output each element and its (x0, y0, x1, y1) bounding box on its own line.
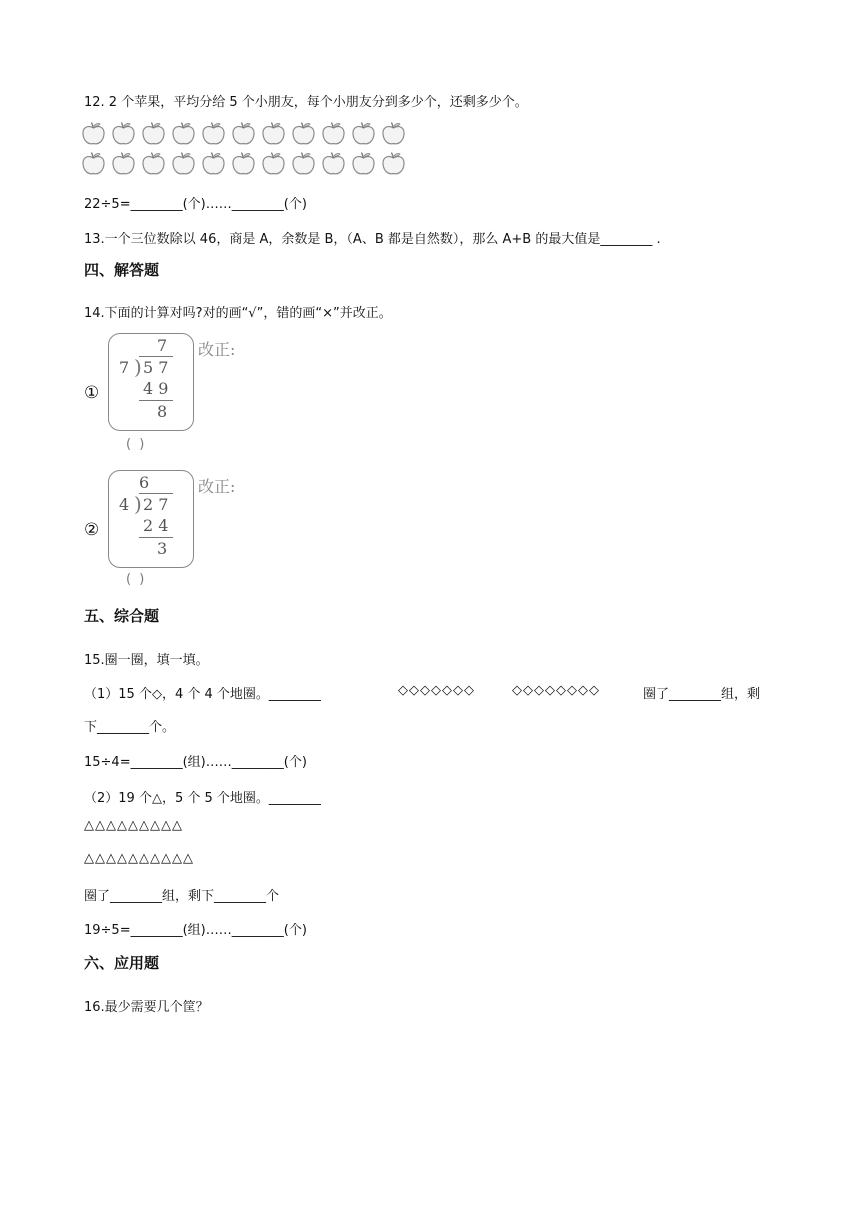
quotient-1: 7 (157, 336, 168, 355)
apple-icon (380, 151, 407, 177)
apple-icon (110, 121, 137, 147)
divisor-2: 4 (119, 495, 130, 514)
quotient-2: 6 (139, 473, 150, 492)
apple-icon (140, 121, 167, 147)
remainder-1: 8 (157, 402, 168, 421)
subtract-line-1 (139, 400, 173, 401)
q15-part1-tail: 圈了________组，剩 (643, 687, 761, 702)
subtract-line-2 (139, 537, 173, 538)
divisor-1: 7 (119, 358, 130, 377)
apple-icon (350, 151, 377, 177)
dividend-1: 5 7 (143, 358, 169, 377)
apple-icon (140, 151, 167, 177)
division-box-2 (108, 470, 194, 568)
apple-icon (170, 121, 197, 147)
section-heading-4: 四、解答题 (84, 261, 160, 279)
apple-icon (290, 121, 317, 147)
remainder-2: 3 (157, 539, 168, 558)
apple-row-2 (80, 151, 407, 177)
apple-icon (80, 121, 107, 147)
triangle-row-a: △△△△△△△△△ (84, 818, 183, 833)
apple-icon (200, 151, 227, 177)
apple-icon (230, 121, 257, 147)
item-2-label: ② (84, 520, 100, 540)
correction-label-1: 改正: (198, 340, 236, 359)
apple-icon (260, 121, 287, 147)
q15-part2-equation: 19÷5=________(组)……________(个) (84, 923, 307, 938)
q14-text: 14.下面的计算对吗?对的画“√”，错的画“×”并改正。 (84, 306, 392, 321)
q15-part1-equation: 15÷4=________(组)……________(个) (84, 755, 307, 770)
section-heading-5: 五、综合题 (84, 607, 160, 625)
apple-icon (320, 121, 347, 147)
division-bracket-2: ) (134, 492, 142, 516)
q15-text: 15.圈一圈，填一填。 (84, 653, 209, 668)
answer-paren-2: ( ) (126, 572, 147, 587)
apple-icon (380, 121, 407, 147)
q15-part1-line: （1）15 个◇，4 个 4 个地圈。________ (84, 687, 321, 702)
q15-part2-result: 圈了________组，剩下________个 (84, 889, 280, 904)
product-2: 2 4 (143, 516, 169, 535)
division-bar-2 (139, 493, 173, 494)
division-bar-1 (139, 356, 173, 357)
q13-text: 13.一个三位数除以 46，商是 A，余数是 B，（A、B 都是自然数），那么 A+B 的最大值是________ . (84, 232, 661, 247)
q12-text: 12. 2 个苹果，平均分给 5 个小朋友，每个小朋友分到多少个，还剩多少个。 (84, 95, 528, 110)
apple-icon (80, 151, 107, 177)
diamond-group-b: ◇◇◇◇◇◇◇◇ (512, 683, 600, 698)
diamond-group-a: ◇◇◇◇◇◇◇ (398, 683, 475, 698)
apple-icon (290, 151, 317, 177)
answer-paren-1: ( ) (126, 437, 147, 452)
item-1-label: ① (84, 383, 100, 403)
apple-icon (350, 121, 377, 147)
triangle-row-b: △△△△△△△△△△ (84, 851, 194, 866)
apple-icon (110, 151, 137, 177)
dividend-2: 2 7 (143, 495, 169, 514)
apple-icon (320, 151, 347, 177)
product-1: 4 9 (143, 379, 169, 398)
apple-icon (260, 151, 287, 177)
correction-label-2: 改正: (198, 477, 236, 496)
apple-row-1 (80, 121, 407, 147)
q12-equation: 22÷5=________(个)……________(个) (84, 197, 307, 212)
section-heading-6: 六、应用题 (84, 954, 160, 972)
q15-part2-line: （2）19 个△，5 个 5 个地圈。________ (84, 791, 321, 806)
apple-icon (230, 151, 257, 177)
division-box-1 (108, 333, 194, 431)
q16-text: 16.最少需要几个筐？ (84, 1000, 209, 1015)
q15-part1-remainder: 下________个。 (84, 720, 176, 735)
apple-icon (170, 151, 197, 177)
division-bracket-1: ) (134, 355, 142, 379)
apple-icon (200, 121, 227, 147)
